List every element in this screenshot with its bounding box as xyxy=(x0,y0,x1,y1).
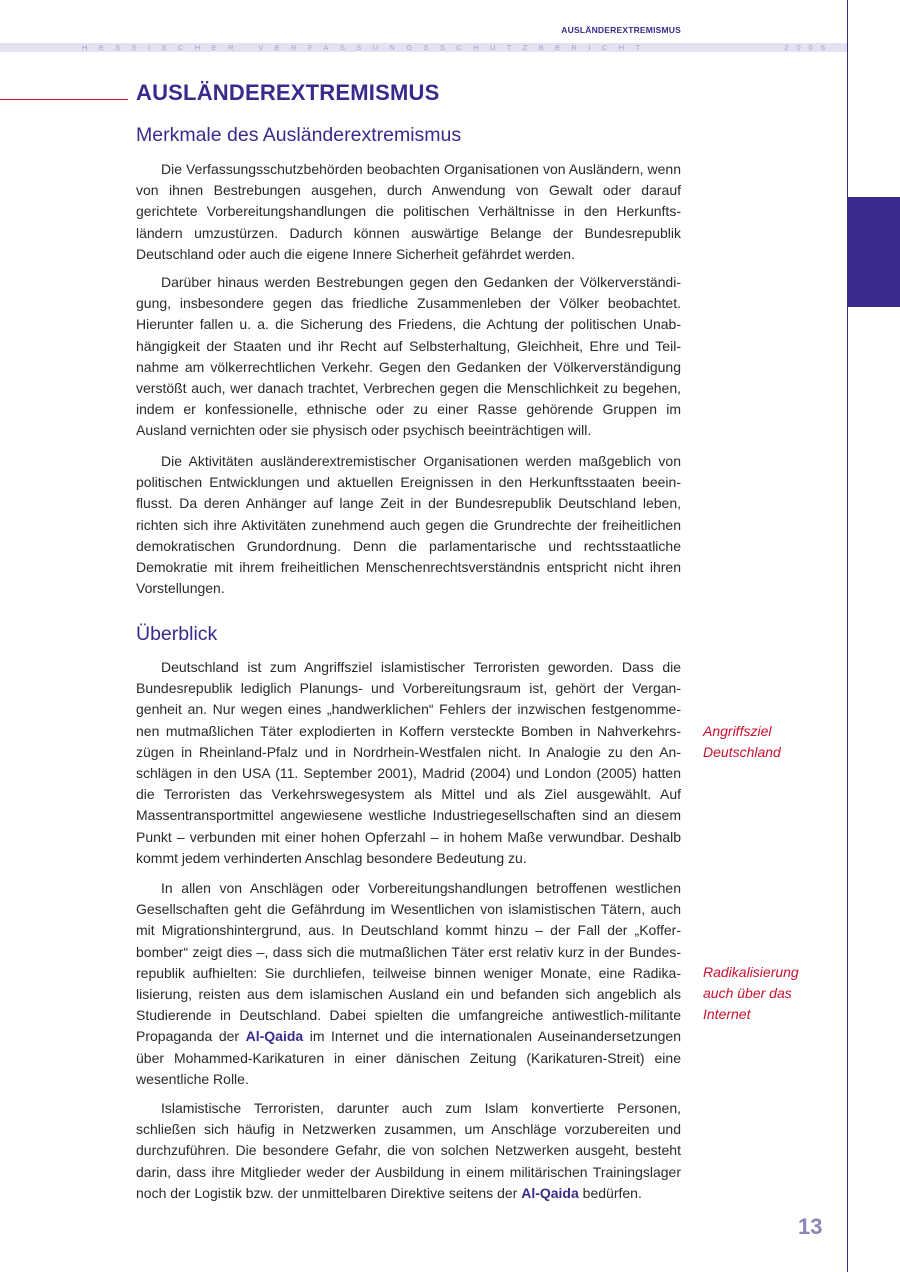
paragraph: Die Aktivitäten ausländerextremistischer Organisationen werden maßgeblich von politischen Entwicklungen und aktuellen Ereignissen in den Herkunftsstaaten beeinflusst. Da deren Anhänger auf lange Zeit in der Bundesrepublik Deutschland leben, richten sich ihre Aktivitäten zunehmend auch gegen die Grundrechte der freiheitlichen demokratischen Grundordnung. Denn die parlamentarische und rechtsstaatliche Demokratie mit ihrem freiheitlichen Menschenrechtsverständnis entspricht nicht ihren Vorstellungen. xyxy=(136,453,681,597)
text-run: In allen von Anschlägen oder Vorbereitungshandlungen betroffenen westlichen Gesellschaften geht die Gefährdung im Wesentlichen von islamistischen Tätern, auch mit Migrationshintergrund, aus. In Deutschland kommt hinzu – der Fall der „Kofferbomber“ zeigt dies –, dass sich die mutmaßlichen Täter erst relativ kurz in der Bundesrepublik aufhielten: Sie durchliefen, teilweise binnen weniger Monate, eine Radikalisierung, reisten aus dem islamischen Ausland ein und befanden sich angeblich als Studierende in Deutschland. Dabei spielten die umfangreiche antiwestlich-militante Propaganda der xyxy=(136,880,681,1045)
paragraph xyxy=(136,878,681,1090)
paragraph: Die Verfassungsschutzbehörden beobachten Organisationen von Ausländern, wenn von ihnen Bestrebungen ausgehen, durch Anwendung von Gewalt oder darauf gerichtete Vorbereitungshandlungen die politischen Verhältnisse in den Herkunftsländern umzustürzen. Dadurch können auswärtige Belange der Bundesrepublik Deutschland oder auch die eigene Innere Sicherheit gefährdet werden. xyxy=(136,161,681,262)
paragraph xyxy=(136,1098,681,1204)
text-run: Islamistische Terroristen, darunter auch zum Islam konvertierte Personen, schließen sich häufig in Netzwerken zusammen, um Anschläge vorzubereiten und durchzuführen. Die besondere Gefahr, die von solchen Netzwerken ausgeht, besteht darin, dass ihre Mitglieder weder der Ausbildung in einem militärischen Trainingslager noch der Logistik bzw. der unmittelbaren Direktive seitens der xyxy=(136,1100,681,1201)
margin-note-line: Deutschland xyxy=(703,744,781,761)
title-rule xyxy=(0,99,128,100)
chapter-tab xyxy=(848,197,900,307)
margin-note-line: auch über das xyxy=(703,985,792,1002)
running-head: AUSLÄNDEREXTREMISMUS xyxy=(561,25,681,35)
paragraph: Deutschland ist zum Angriffsziel islamistischer Terroristen geworden. Dass die Bundesrepublik lediglich Planungs- und Vorbereitungsraum ist, gehört der Vergangenheit an. Nur wegen eines „handwerklichen“ Fehlers der inzwischen festgenommenen mutmaßlichen Täter explodierten in Koffern versteckte Bomben in Nahverkehrszügen in Rheinland-Pfalz und in Nordrhein-Westfalen nicht. In Analogie zu den Anschlägen in den USA (11. September 2001), Madrid (2004) und London (2005) hatten die Terroristen das Verkehrswegesystem als Mittel und als Ziel ausgewählt. Auf Massentransportmittel angewiesene westliche Industriegesellschaften sind an diesem Punkt – verbunden mit einer hohen Opferzahl – in hohem Maße verwundbar. Deshalb kommt jedem verhinderten Anschlag besondere Bedeutung zu. xyxy=(136,659,681,866)
page-edge-rule xyxy=(847,0,848,1272)
paragraph: Darüber hinaus werden Bestrebungen gegen den Gedanken der Völkerverständigung, insbesondere gegen das friedliche Zusammenleben der Völker beobachtet. Hierunter fallen u. a. die Sicherung des Friedens, die Achtung der politischen Unabhängigkeit der Staaten und ihr Recht auf Selbsterhaltung, Gleichheit, Ehre und Teilnahme am völkerrechtlichen Verkehr. Gegen den Gedanken der Völkerverständigung verstößt auch, wer danach trachtet, Verbrechen gegen die Menschlichkeit zu begehen, indem er konfessionelle, ethnische oder zu einer Rasse gehörende Gruppen im Ausland vernichten oder sie physisch oder psychisch beeinträchtigen will. xyxy=(136,274,681,439)
highlight-term: Al-Qaida xyxy=(521,1184,579,1201)
margin-note-line: Radikalisierung xyxy=(703,964,799,980)
section-heading: Merkmale des Ausländerextremismus xyxy=(136,124,462,146)
highlight-term: Al-Qaida xyxy=(245,1028,304,1045)
text-run: im Internet und die internationalen Auseinandersetzungen über Mohammed-Karikaturen in einer dänischen Zeitung (Karikaturen-Streit) eine wesentliche Rolle. xyxy=(136,1028,681,1087)
band-title: HESSISCHER VERFASSUNGSSCHUTZBERICHT xyxy=(82,43,652,52)
margin-note xyxy=(703,962,823,1026)
page-title: AUSLÄNDEREXTREMISMUS xyxy=(136,80,440,105)
margin-note xyxy=(703,721,823,763)
margin-note-line: Internet xyxy=(703,1006,751,1023)
page-number: 13 xyxy=(798,1214,823,1239)
text-run: bedürfen. xyxy=(578,1184,642,1201)
band-year: 2006 xyxy=(784,43,833,52)
margin-note-line: Angriffsziel xyxy=(703,723,772,739)
section-heading: Überblick xyxy=(136,623,218,645)
header-band xyxy=(0,43,847,52)
